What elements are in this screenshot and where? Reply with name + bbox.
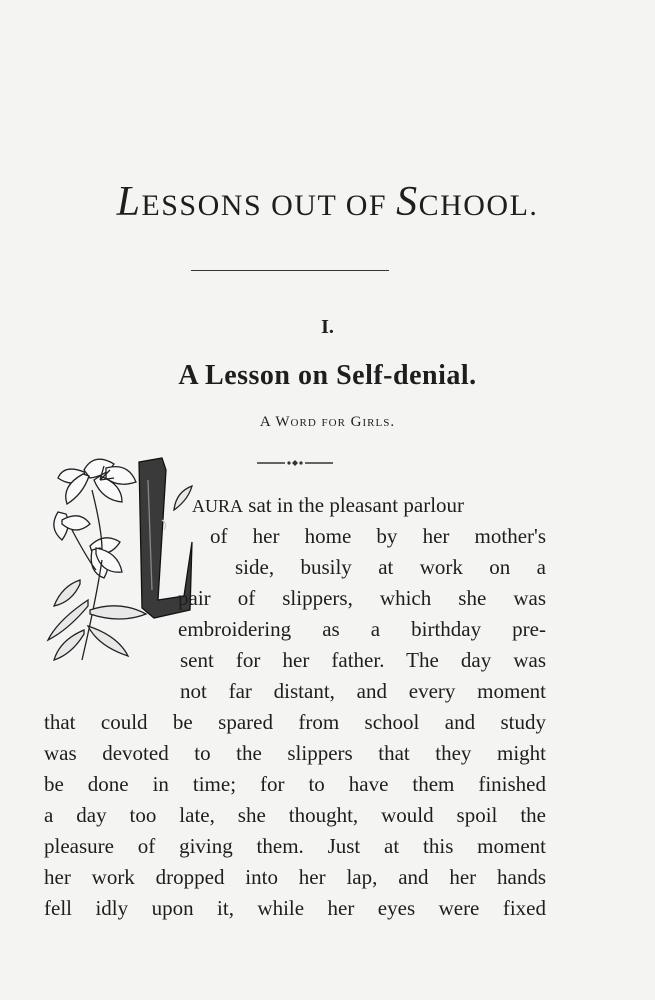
drop-cap-continuation: AURA bbox=[192, 496, 244, 516]
paragraph-line-11: a day too late, she thought, would spoil the bbox=[44, 803, 546, 827]
paragraph-line-4: pair of slippers, which she was bbox=[178, 586, 546, 610]
chapter-subtitle: A Word for Girls. bbox=[259, 414, 396, 430]
paragraph-line-5: embroidering as a birthday pre- bbox=[178, 617, 546, 641]
title-part-1: ESSONS OUT OF bbox=[141, 189, 397, 222]
title-initial-l: L bbox=[116, 179, 142, 225]
book-title bbox=[0, 178, 655, 226]
chapter-title: A Lesson on Self-denial. bbox=[178, 360, 477, 391]
paragraph-line-14: fell idly upon it, while her eyes were fixed bbox=[44, 896, 546, 920]
paragraph-line-10: be done in time; for to have them finished bbox=[44, 772, 546, 796]
paragraph-line-8: that could be spared from school and study bbox=[44, 710, 546, 734]
title-part-2: CHOOL. bbox=[418, 189, 539, 222]
line-1-text: sat in the pleasant parlour bbox=[243, 493, 465, 517]
paragraph-line-3: side, busily at work on a bbox=[235, 555, 546, 579]
paragraph-line-7: not far distant, and every moment bbox=[180, 679, 546, 703]
paragraph-line-6: sent for her father. The day was bbox=[180, 648, 546, 672]
paragraph-line-13: her work dropped into her lap, and her hands bbox=[44, 865, 546, 889]
lily-drop-cap-illustration bbox=[44, 450, 194, 672]
title-divider bbox=[191, 270, 389, 271]
paragraph-line-12: pleasure of giving them. Just at this moment bbox=[44, 834, 546, 858]
paragraph-line-2: of her home by her mother's bbox=[210, 524, 546, 548]
paragraph-line-1 bbox=[192, 490, 546, 521]
ornament-divider bbox=[255, 457, 335, 469]
section-numeral: I. bbox=[321, 316, 334, 338]
title-initial-s: S bbox=[396, 179, 419, 225]
paragraph-line-9: was devoted to the slippers that they might bbox=[44, 741, 546, 765]
